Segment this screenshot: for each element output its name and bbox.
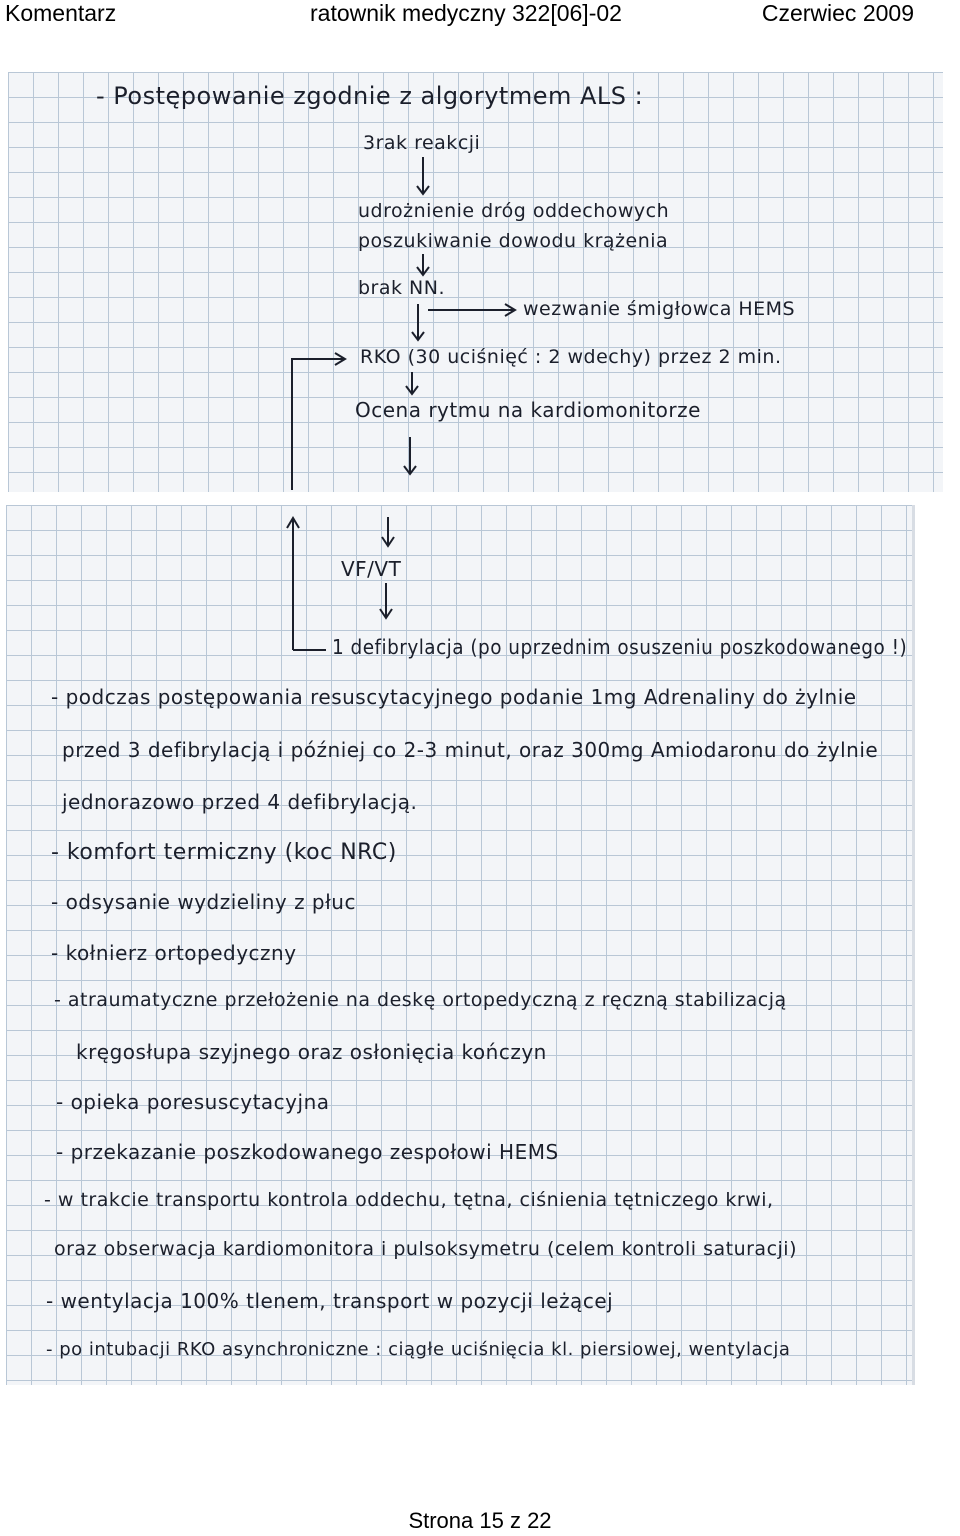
- note-line: - odsysanie wydzieliny z płuc: [51, 890, 356, 914]
- page-footer: Strona 15 z 22: [408, 1508, 552, 1533]
- note-line: oraz obserwacja kardiomonitora i pulsoksymetru (celem kontroli saturacji): [54, 1238, 797, 1260]
- note-line: - przekazanie poszkodowanego zespołowi HEMS: [56, 1140, 559, 1164]
- flow-arrows-top: [8, 72, 943, 492]
- step-ocena: Ocena rytmu na kardiomonitorze: [355, 398, 701, 422]
- step-airway-2: poszukiwanie dowodu krążenia: [358, 230, 669, 252]
- header-left: Komentarz: [5, 0, 117, 26]
- header-center: ratownik medyczny 322[06]-02: [310, 0, 622, 26]
- step-3rak: 3rak reakcji: [363, 132, 481, 154]
- algorithm-heading: - Postępowanie zgodnie z algorytmem ALS :: [96, 82, 644, 110]
- note-line: przed 3 defibrylacją i później co 2-3 minut, oraz 300mg Amiodaronu do żylnie: [62, 738, 879, 762]
- step-hems: wezwanie śmigłowca HEMS: [523, 298, 796, 320]
- page-header: [0, 0, 960, 30]
- note-line: - podczas postępowania resuscytacyjnego podanie 1mg Adrenaliny do żylnie: [51, 685, 857, 709]
- scanned-page-top: [8, 72, 943, 492]
- note-line: - kołnierz ortopedyczny: [51, 941, 297, 965]
- scanned-page-bottom: [6, 505, 915, 1385]
- step-airway-1: udrożnienie dróg oddechowych: [358, 200, 670, 222]
- vfvt-label: VF/VT: [341, 557, 402, 581]
- defibrillation-step: 1 defibrylacja (po uprzednim osuszeniu poszkodowanego !): [332, 635, 908, 659]
- step-rko: RKO (30 uciśnięć : 2 wdechy) przez 2 min.: [360, 346, 782, 368]
- note-line: - po intubacji RKO asynchroniczne : ciągłe uciśnięcia kl. piersiowej, wentylacja: [46, 1339, 791, 1360]
- note-line: jednorazowo przed 4 defibrylacją.: [62, 790, 418, 814]
- step-breath: brak NN.: [358, 277, 446, 299]
- note-line: kręgosłupa szyjnego oraz osłonięcia kończyn: [76, 1040, 547, 1064]
- header-right: Czerwiec 2009: [761, 0, 914, 26]
- note-line: - w trakcie transportu kontrola oddechu, tętna, ciśnienia tętniczego krwi,: [44, 1189, 774, 1211]
- note-line: - atraumatyczne przełożenie na deskę ortopedyczną z ręczną stabilizacją: [54, 989, 787, 1011]
- note-line: - wentylacja 100% tlenem, transport w pozycji leżącej: [46, 1289, 614, 1313]
- note-line: - komfort termiczny (koc NRC): [51, 840, 397, 865]
- note-line: - opieka poresuscytacyjna: [56, 1090, 330, 1114]
